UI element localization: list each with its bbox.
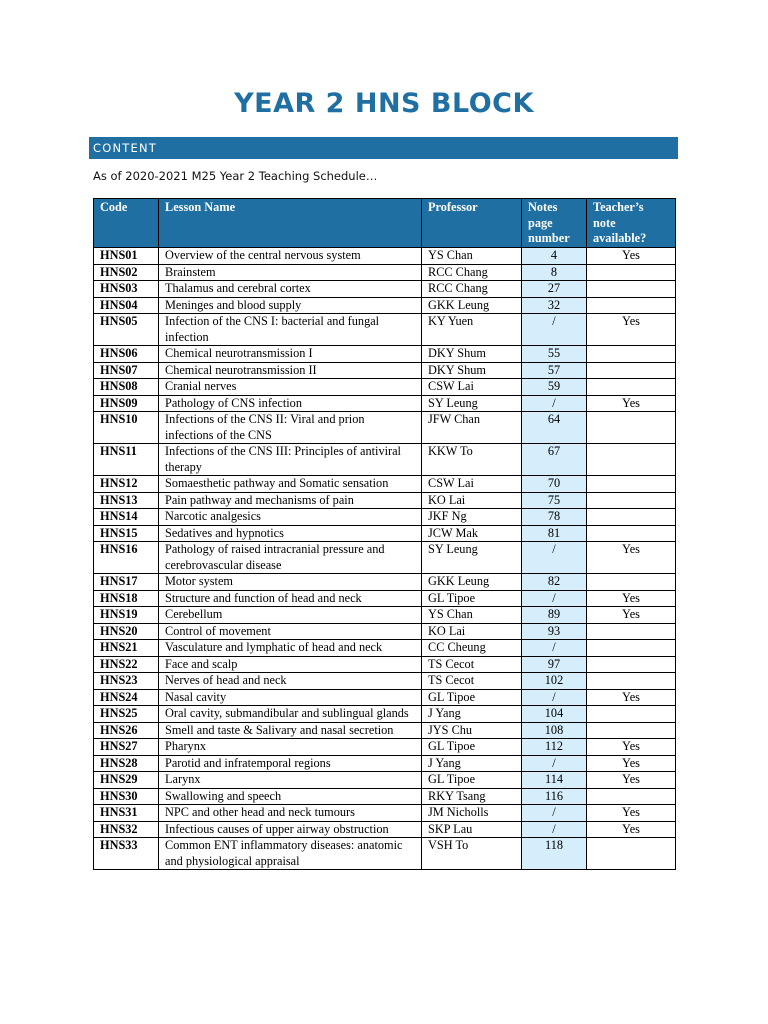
professor-cell: GL Tipoe [422,689,522,706]
teacher-note-cell [587,722,676,739]
professor-cell: SY Leung [422,395,522,412]
code-cell: HNS02 [94,264,159,281]
lesson-name-cell: Infectious causes of upper airway obstruction [159,821,422,838]
table-row [94,574,676,591]
notes-page-cell: 93 [522,623,587,640]
professor-cell: KO Lai [422,623,522,640]
teacher-note-cell [587,509,676,526]
code-cell: HNS04 [94,297,159,314]
professor-cell: RKY Tsang [422,788,522,805]
teacher-note-cell: Yes [587,248,676,265]
code-cell: HNS14 [94,509,159,526]
code-cell: HNS15 [94,525,159,542]
table-row [94,444,676,476]
professor-cell: KY Yuen [422,314,522,346]
notes-page-cell: 64 [522,412,587,444]
professor-cell: JFW Chan [422,412,522,444]
table-row [94,673,676,690]
notes-page-cell: 75 [522,492,587,509]
teacher-note-cell: Yes [587,395,676,412]
professor-cell: JCW Mak [422,525,522,542]
teaching-schedule-table [93,198,676,870]
teacher-note-cell [587,264,676,281]
table-row [94,739,676,756]
lesson-name-cell: Pharynx [159,739,422,756]
code-cell: HNS21 [94,640,159,657]
lesson-name-cell: Structure and function of head and neck [159,590,422,607]
teacher-note-cell: Yes [587,542,676,574]
table-row [94,281,676,298]
teacher-note-cell [587,297,676,314]
professor-cell: RCC Chang [422,281,522,298]
lesson-name-cell: Chemical neurotransmission I [159,346,422,363]
teacher-note-cell [587,346,676,363]
code-cell: HNS26 [94,722,159,739]
professor-cell: KO Lai [422,492,522,509]
professor-cell: JYS Chu [422,722,522,739]
intro-text: As of 2020-2021 M25 Year 2 Teaching Schedule… [93,169,378,183]
professor-cell: YS Chan [422,607,522,624]
teacher-note-cell [587,574,676,591]
professor-cell: RCC Chang [422,264,522,281]
professor-cell: J Yang [422,755,522,772]
header-notes-page: Notes page number [522,199,587,248]
notes-page-cell: 59 [522,379,587,396]
lesson-name-cell: Overview of the central nervous system [159,248,422,265]
professor-cell: CSW Lai [422,379,522,396]
table-row [94,346,676,363]
lesson-name-cell: Nerves of head and neck [159,673,422,690]
code-cell: HNS23 [94,673,159,690]
code-cell: HNS22 [94,656,159,673]
lesson-name-cell: Narcotic analgesics [159,509,422,526]
professor-cell: J Yang [422,706,522,723]
notes-page-cell: 81 [522,525,587,542]
teacher-note-cell: Yes [587,590,676,607]
professor-cell: SKP Lau [422,821,522,838]
professor-cell: DKY Shum [422,362,522,379]
teacher-note-cell [587,525,676,542]
lesson-name-cell: Oral cavity, submandibular and sublingual glands [159,706,422,723]
teacher-note-cell: Yes [587,821,676,838]
professor-cell: SY Leung [422,542,522,574]
professor-cell: GL Tipoe [422,772,522,789]
table-row [94,689,676,706]
professor-cell: KKW To [422,444,522,476]
code-cell: HNS18 [94,590,159,607]
professor-cell: CSW Lai [422,476,522,493]
teacher-note-cell: Yes [587,689,676,706]
teacher-note-cell [587,379,676,396]
lesson-name-cell: Swallowing and speech [159,788,422,805]
table-row [94,248,676,265]
lesson-name-cell: Pain pathway and mechanisms of pain [159,492,422,509]
code-cell: HNS27 [94,739,159,756]
professor-cell: YS Chan [422,248,522,265]
code-cell: HNS06 [94,346,159,363]
teacher-note-cell [587,788,676,805]
professor-cell: VSH To [422,838,522,870]
code-cell: HNS17 [94,574,159,591]
teacher-note-cell [587,838,676,870]
code-cell: HNS05 [94,314,159,346]
notes-page-cell: / [522,314,587,346]
code-cell: HNS11 [94,444,159,476]
lesson-name-cell: Brainstem [159,264,422,281]
lesson-name-cell: Somaesthetic pathway and Somatic sensation [159,476,422,493]
page-title: YEAR 2 HNS BLOCK [234,88,534,119]
teacher-note-cell [587,492,676,509]
notes-page-cell: 118 [522,838,587,870]
notes-page-cell: 8 [522,264,587,281]
professor-cell: GKK Leung [422,574,522,591]
notes-page-cell: 57 [522,362,587,379]
table-row [94,297,676,314]
teacher-note-cell: Yes [587,607,676,624]
professor-cell: JM Nicholls [422,805,522,822]
code-cell: HNS07 [94,362,159,379]
notes-page-cell: / [522,395,587,412]
notes-page-cell: / [522,755,587,772]
professor-cell: TS Cecot [422,673,522,690]
notes-page-cell: 114 [522,772,587,789]
lesson-name-cell: Pathology of raised intracranial pressure and cerebrovascular disease [159,542,422,574]
table-row [94,395,676,412]
lesson-name-cell: Cerebellum [159,607,422,624]
teacher-note-cell [587,640,676,657]
code-cell: HNS25 [94,706,159,723]
notes-page-cell: / [522,640,587,657]
code-cell: HNS13 [94,492,159,509]
lesson-name-cell: Sedatives and hypnotics [159,525,422,542]
lesson-name-cell: Nasal cavity [159,689,422,706]
code-cell: HNS03 [94,281,159,298]
lesson-name-cell: Common ENT inflammatory diseases: anatomic and physiological appraisal [159,838,422,870]
notes-page-cell: 102 [522,673,587,690]
notes-page-cell: 104 [522,706,587,723]
notes-page-cell: 70 [522,476,587,493]
code-cell: HNS29 [94,772,159,789]
table-row [94,314,676,346]
notes-page-cell: 67 [522,444,587,476]
notes-page-cell: 112 [522,739,587,756]
table-row [94,379,676,396]
lesson-name-cell: Motor system [159,574,422,591]
table-row [94,772,676,789]
table-row [94,525,676,542]
table-row [94,821,676,838]
table-row [94,492,676,509]
teacher-note-cell [587,281,676,298]
lesson-name-cell: NPC and other head and neck tumours [159,805,422,822]
notes-page-cell: / [522,590,587,607]
notes-page-cell: 89 [522,607,587,624]
teacher-note-cell: Yes [587,805,676,822]
code-cell: HNS08 [94,379,159,396]
lesson-name-cell: Meninges and blood supply [159,297,422,314]
lesson-name-cell: Chemical neurotransmission II [159,362,422,379]
table-row [94,623,676,640]
professor-cell: GKK Leung [422,297,522,314]
notes-page-cell: / [522,542,587,574]
table-row [94,755,676,772]
notes-page-cell: 97 [522,656,587,673]
table-row [94,722,676,739]
table-header-row [94,199,676,248]
professor-cell: GL Tipoe [422,739,522,756]
code-cell: HNS32 [94,821,159,838]
table-row [94,706,676,723]
notes-page-cell: 108 [522,722,587,739]
lesson-name-cell: Infections of the CNS II: Viral and prion infections of the CNS [159,412,422,444]
notes-page-cell: / [522,689,587,706]
professor-cell: CC Cheung [422,640,522,657]
teacher-note-cell: Yes [587,772,676,789]
teacher-note-cell [587,623,676,640]
code-cell: HNS20 [94,623,159,640]
table-row [94,607,676,624]
notes-page-cell: 4 [522,248,587,265]
notes-page-cell: 32 [522,297,587,314]
table-row [94,509,676,526]
professor-cell: JKF Ng [422,509,522,526]
table-row [94,788,676,805]
code-cell: HNS33 [94,838,159,870]
header-lesson-name: Lesson Name [159,199,422,248]
teacher-note-cell [587,412,676,444]
lesson-name-cell: Cranial nerves [159,379,422,396]
professor-cell: DKY Shum [422,346,522,363]
lesson-name-cell: Control of movement [159,623,422,640]
notes-page-cell: 116 [522,788,587,805]
professor-cell: TS Cecot [422,656,522,673]
code-cell: HNS12 [94,476,159,493]
professor-cell: GL Tipoe [422,590,522,607]
teacher-note-cell [587,476,676,493]
table-row [94,656,676,673]
code-cell: HNS19 [94,607,159,624]
lesson-name-cell: Infections of the CNS III: Principles of antiviral therapy [159,444,422,476]
code-cell: HNS28 [94,755,159,772]
table-row [94,542,676,574]
table-row [94,362,676,379]
code-cell: HNS09 [94,395,159,412]
teacher-note-cell: Yes [587,755,676,772]
lesson-name-cell: Pathology of CNS infection [159,395,422,412]
notes-page-cell: 27 [522,281,587,298]
lesson-name-cell: Face and scalp [159,656,422,673]
lesson-name-cell: Parotid and infratemporal regions [159,755,422,772]
notes-page-cell: / [522,805,587,822]
table-row [94,838,676,870]
lesson-name-cell: Larynx [159,772,422,789]
table-row [94,640,676,657]
code-cell: HNS24 [94,689,159,706]
teacher-note-cell [587,656,676,673]
code-cell: HNS31 [94,805,159,822]
lesson-name-cell: Smell and taste & Salivary and nasal secretion [159,722,422,739]
table-row [94,476,676,493]
teacher-note-cell: Yes [587,314,676,346]
table-row [94,412,676,444]
code-cell: HNS30 [94,788,159,805]
notes-page-cell: 78 [522,509,587,526]
table-row [94,805,676,822]
teacher-note-cell [587,673,676,690]
teacher-note-cell: Yes [587,739,676,756]
header-code: Code [94,199,159,248]
lesson-name-cell: Infection of the CNS I: bacterial and fungal infection [159,314,422,346]
teacher-note-cell [587,706,676,723]
header-teacher-note: Teacher’s note available? [587,199,676,248]
table-row [94,590,676,607]
lesson-name-cell: Thalamus and cerebral cortex [159,281,422,298]
notes-page-cell: 82 [522,574,587,591]
code-cell: HNS16 [94,542,159,574]
section-header-content: CONTENT [89,137,678,159]
teacher-note-cell [587,362,676,379]
lesson-name-cell: Vasculature and lymphatic of head and neck [159,640,422,657]
teacher-note-cell [587,444,676,476]
table-body [94,248,676,870]
notes-page-cell: / [522,821,587,838]
table-row [94,264,676,281]
header-professor: Professor [422,199,522,248]
code-cell: HNS10 [94,412,159,444]
notes-page-cell: 55 [522,346,587,363]
code-cell: HNS01 [94,248,159,265]
